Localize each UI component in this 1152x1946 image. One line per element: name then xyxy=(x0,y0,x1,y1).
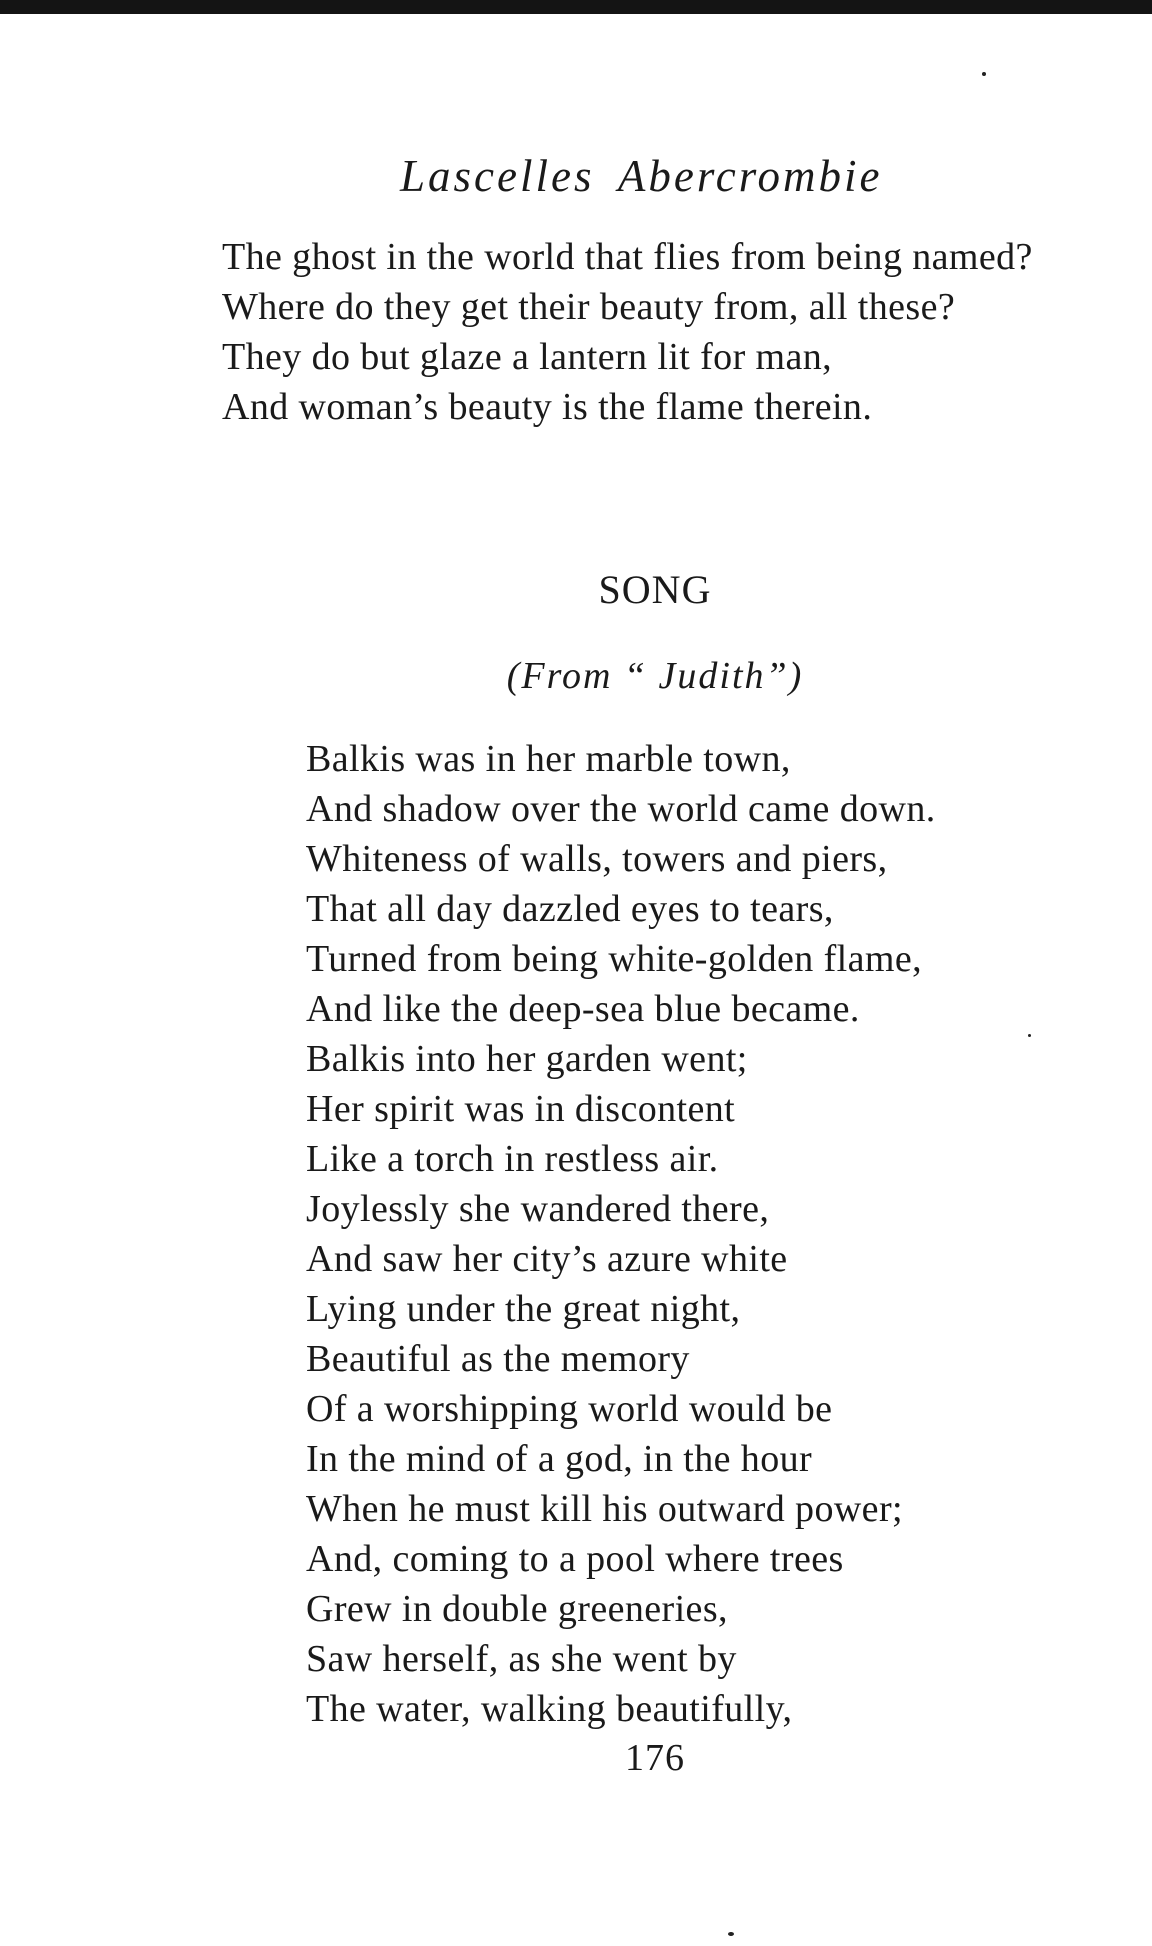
poem-title: SONG xyxy=(598,567,712,612)
stanza-one xyxy=(222,232,1033,432)
verse-line: When he must kill his outward power; xyxy=(306,1488,903,1530)
verse-line: And, coming to a pool where trees xyxy=(306,1538,844,1580)
page-number: 176 xyxy=(625,1737,685,1779)
verse-line: The ghost in the world that flies from being named? xyxy=(222,236,1033,278)
verse-line: And woman’s beauty is the flame therein. xyxy=(222,386,873,428)
verse-line: Turned from being white-golden flame, xyxy=(306,938,922,980)
verse-line: Lying under the great night, xyxy=(306,1288,741,1330)
verse-line: And like the deep-sea blue became. xyxy=(306,988,860,1030)
verse-line: They do but glaze a lantern lit for man, xyxy=(222,336,833,378)
ink-speck xyxy=(982,72,986,76)
verse-line: In the mind of a god, in the hour xyxy=(306,1438,813,1480)
verse-line: Balkis was in her marble town, xyxy=(306,738,791,780)
verse-line: That all day dazzled eyes to tears, xyxy=(306,888,834,930)
verse-line: And shadow over the world came down. xyxy=(306,788,936,830)
running-head: Lascelles Abercrombie xyxy=(400,151,883,201)
verse-line: Like a torch in restless air. xyxy=(306,1138,719,1180)
verse-line: Whiteness of walls, towers and piers, xyxy=(306,838,888,880)
poem-body xyxy=(306,734,936,1734)
top-rule xyxy=(0,0,1152,14)
verse-line: Her spirit was in discontent xyxy=(306,1088,736,1130)
verse-line: Saw herself, as she went by xyxy=(306,1638,737,1680)
verse-line: Grew in double greeneries, xyxy=(306,1588,728,1630)
verse-line: The water, walking beautifully, xyxy=(306,1688,793,1730)
verse-line: Balkis into her garden went; xyxy=(306,1038,748,1080)
ink-speck xyxy=(728,1932,734,1936)
verse-line: Of a worshipping world would be xyxy=(306,1388,833,1430)
poem-subtitle: (From “ Judith”) xyxy=(506,655,804,697)
verse-line: Joylessly she wandered there, xyxy=(306,1188,770,1230)
verse-line: Where do they get their beauty from, all these? xyxy=(222,286,956,328)
ink-speck xyxy=(1028,1034,1031,1037)
verse-line: And saw her city’s azure white xyxy=(306,1238,788,1280)
verse-line: Beautiful as the memory xyxy=(306,1338,690,1380)
